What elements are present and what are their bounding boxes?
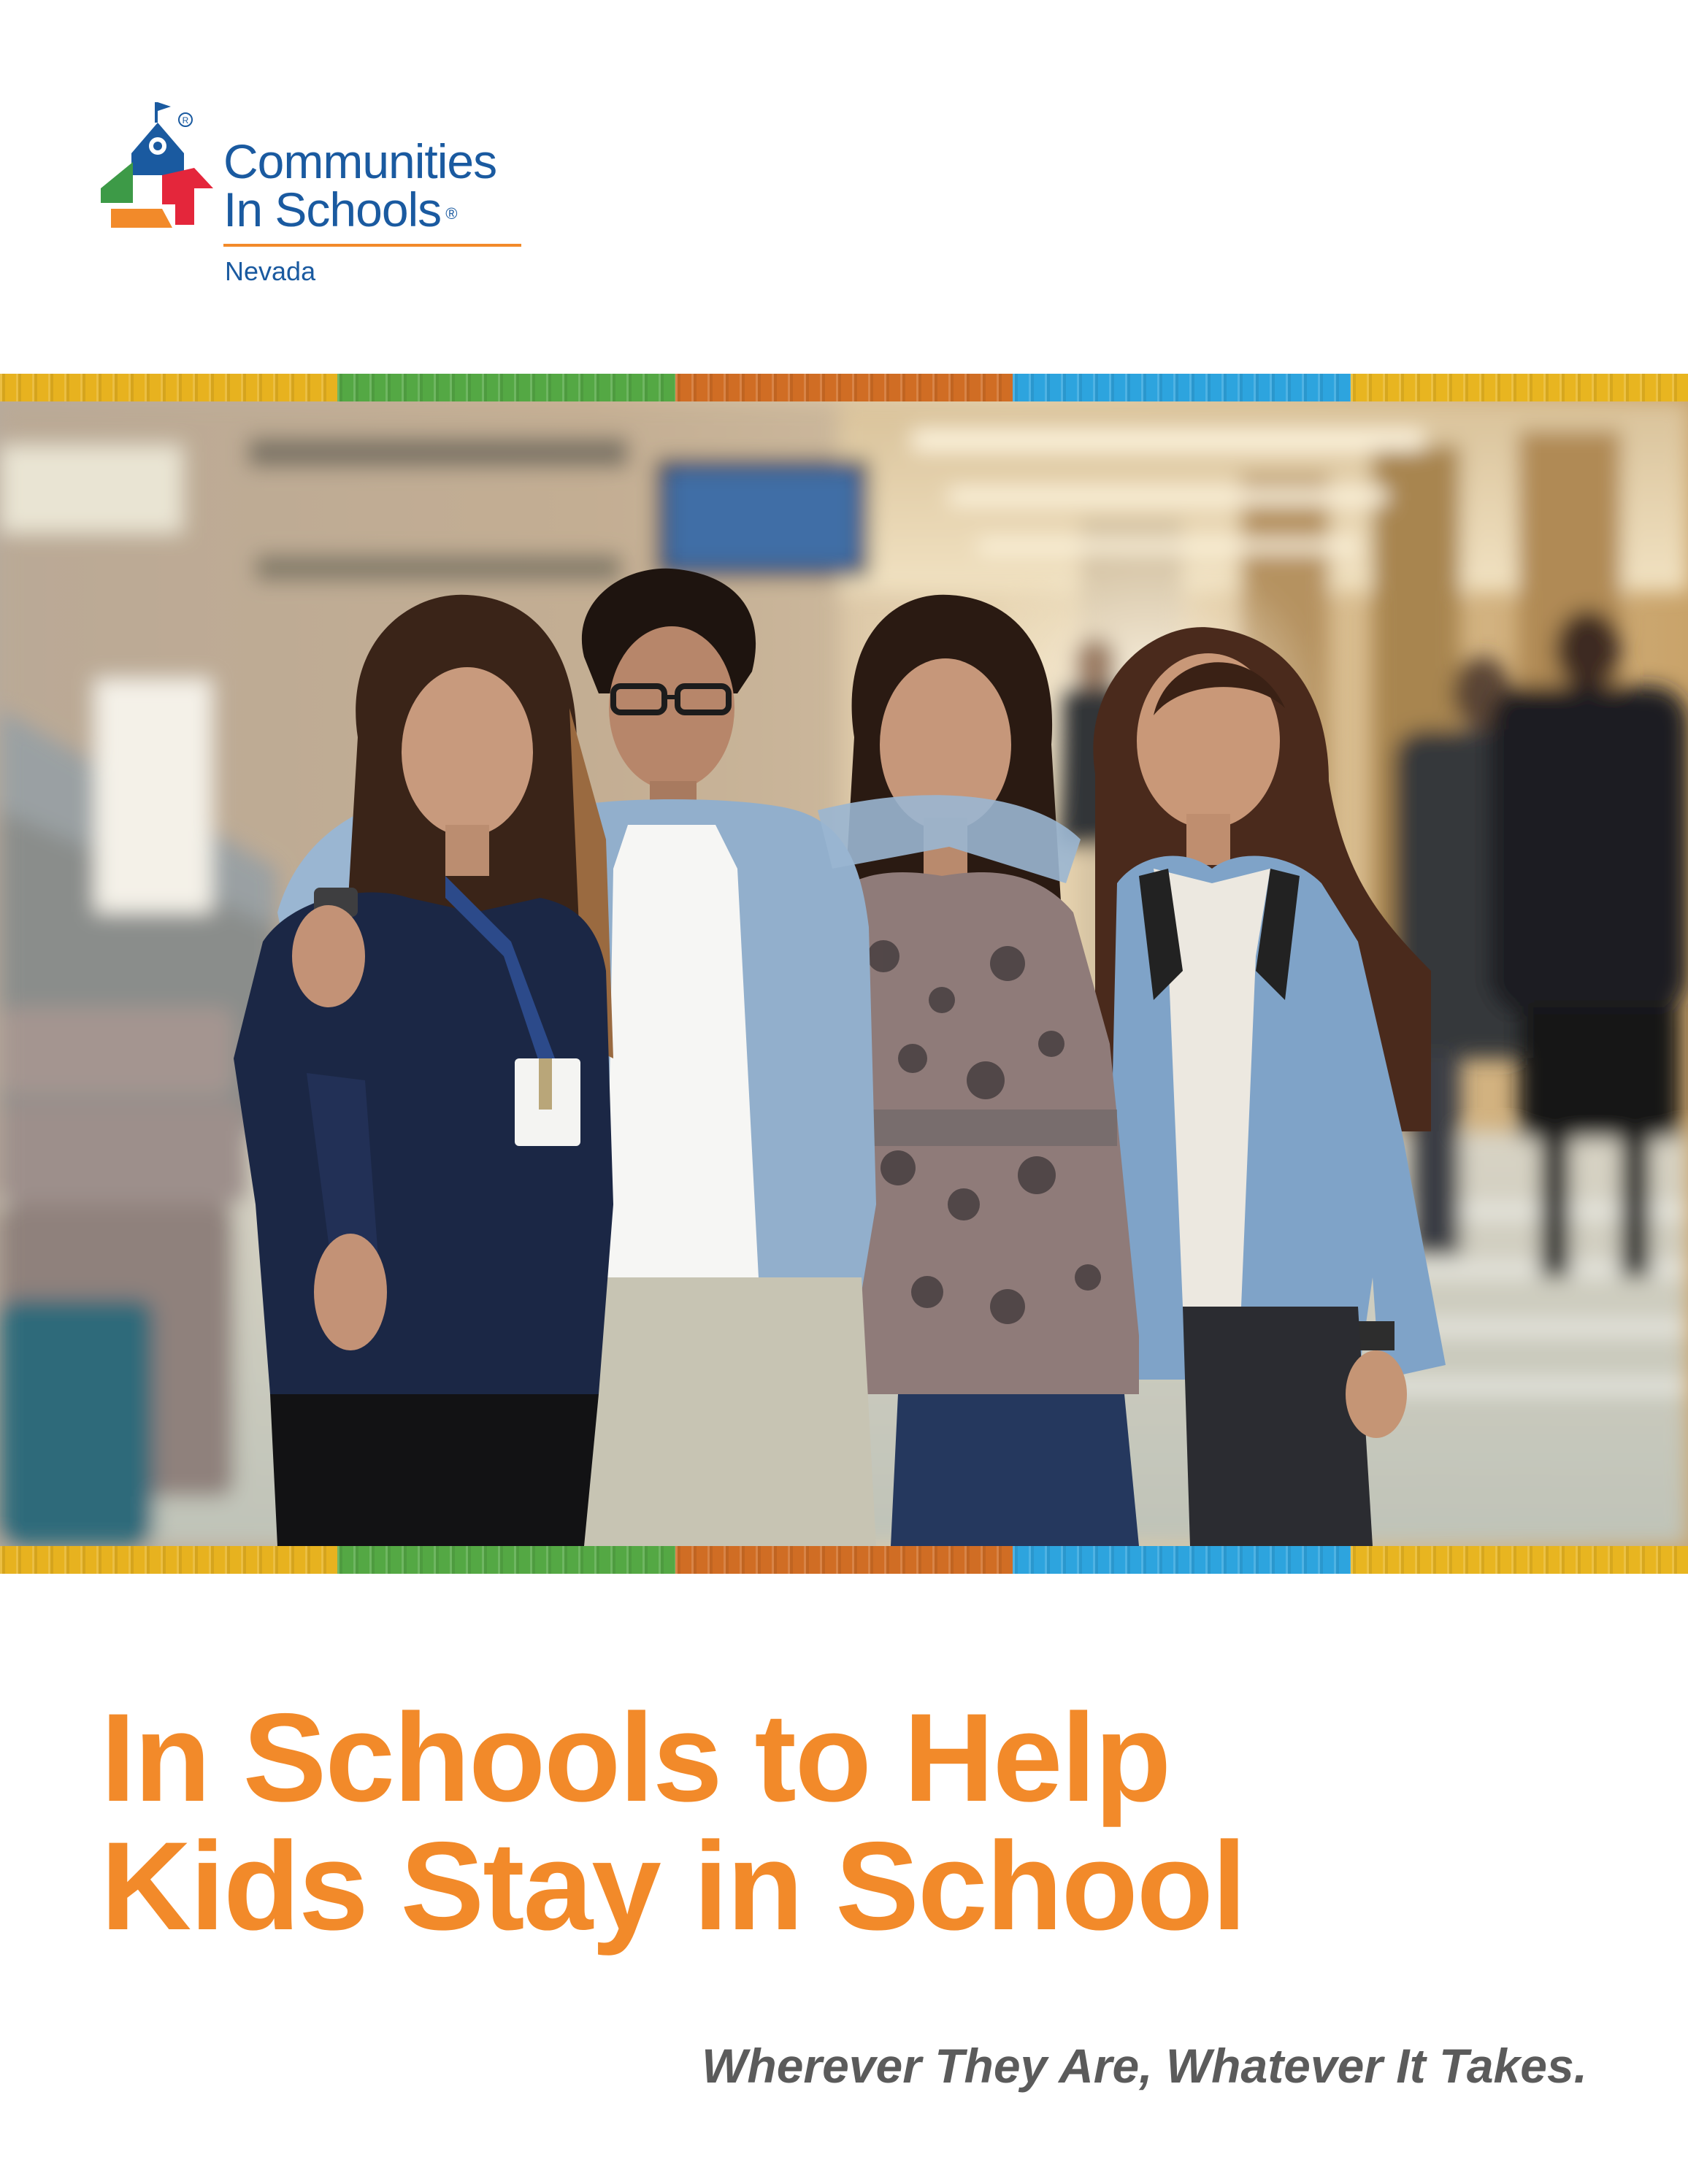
band-segment-yellow	[0, 1546, 337, 1574]
organization-logo	[95, 95, 533, 299]
logo-text-line2-label: In Schools	[223, 182, 442, 237]
headline-line2: Kids Stay in School	[101, 1816, 1246, 1956]
logo-divider	[223, 244, 521, 247]
svg-text:R: R	[182, 115, 189, 126]
band-segment-orange	[675, 1546, 1013, 1574]
band-segment-blue	[1013, 1546, 1350, 1574]
cover-photo-illustration	[0, 401, 1688, 1546]
band-segment-gold	[1351, 374, 1688, 401]
band-segment-green	[337, 1546, 675, 1574]
band-segment-blue	[1013, 374, 1350, 401]
band-segment-orange	[675, 374, 1013, 401]
logo-region: Nevada	[225, 256, 316, 286]
band-segment-green	[337, 374, 675, 401]
registered-mark: ®	[445, 204, 457, 223]
logo-text-line1: Communities	[223, 134, 497, 188]
cover-photo	[0, 401, 1688, 1546]
color-band-top	[0, 374, 1688, 401]
band-segment-yellow	[0, 374, 337, 401]
cover-headline	[101, 1688, 1634, 1956]
cover-tagline: Wherever They Are, Whatever It Takes.	[702, 2039, 1587, 2093]
headline-line1: In Schools to Help	[101, 1688, 1170, 1828]
color-band-bottom	[0, 1546, 1688, 1574]
logo-text-line2	[223, 182, 457, 238]
schoolhouse-logo-icon	[95, 95, 219, 241]
band-segment-gold	[1351, 1546, 1688, 1574]
